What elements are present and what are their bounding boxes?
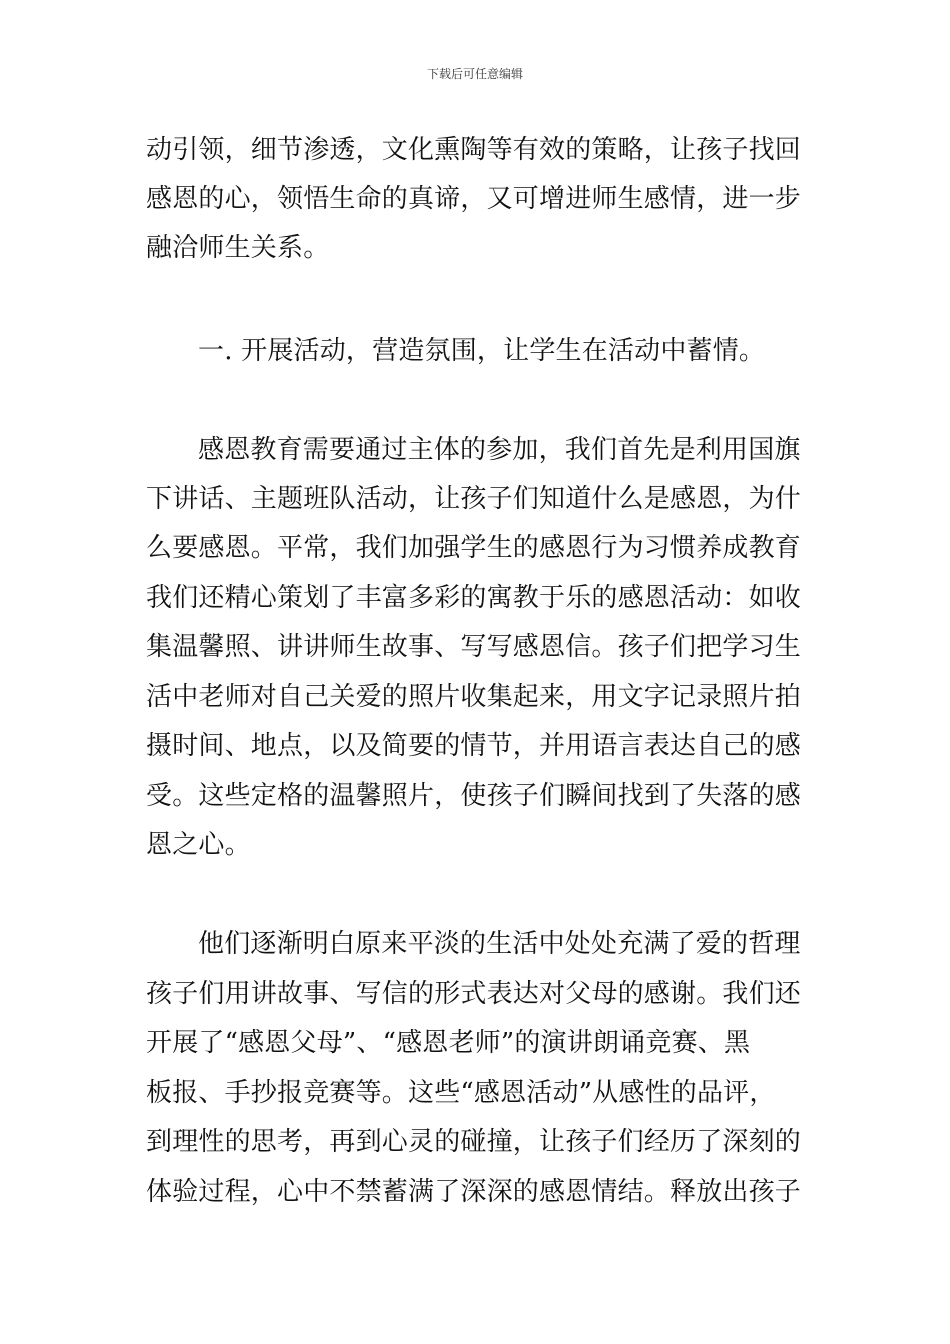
page-header: 下载后可任意编辑	[426, 67, 523, 81]
text-line: 恩之心。	[146, 830, 251, 860]
text-line: 动引领，细节渗透，文化熏陶等有效的策略，让孩子找回	[146, 135, 802, 165]
text-line: 他们逐渐明白原来平淡的生活中处处充满了爱的哲理	[198, 929, 801, 959]
text-line: 板报、手抄报竞赛等。这些“感恩活动”从感性的品评，	[146, 1078, 776, 1108]
text-line: 感恩的心，领悟生命的真谛，又可增进师生感情，进一步	[146, 184, 802, 214]
text-line: 受。这些定格的温馨照片，使孩子们瞬间找到了失落的感	[146, 781, 802, 811]
text-line: 融洽师生关系。	[146, 233, 330, 263]
text-line: 么要感恩。平常，我们加强学生的感恩行为习惯养成教育	[146, 533, 802, 563]
text-line: 摄时间、地点，以及简要的情节，并用语言表达自己的感	[146, 731, 802, 761]
text-line: 我们还精心策划了丰富多彩的寓教于乐的感恩活动：如收	[146, 583, 802, 613]
text-line: 体验过程，心中不禁蓄满了深深的感恩情结。释放出孩子	[146, 1177, 802, 1207]
text-line: 集温馨照、讲讲师生故事、写写感恩信。孩子们把学习生	[146, 632, 802, 662]
text-line: 活中老师对自己关爱的照片收集起来，用文字记录照片拍	[146, 682, 802, 712]
text-line: 开展了“感恩父母”、“感恩老师”的演讲朗诵竞赛、黑	[146, 1028, 751, 1058]
heading-line: 一. 开展活动，营造氛围，让学生在活动中蓄情。	[198, 336, 766, 366]
text-line: 感恩教育需要通过主体的参加，我们首先是利用国旗	[198, 435, 801, 465]
text-line: 孩子们用讲故事、写信的形式表达对父母的感谢。我们还	[146, 979, 802, 1009]
text-line: 下讲话、主题班队活动，让孩子们知道什么是感恩，为什	[146, 484, 802, 514]
text-line: 到理性的思考，再到心灵的碰撞，让孩子们经历了深刻的	[146, 1127, 802, 1157]
